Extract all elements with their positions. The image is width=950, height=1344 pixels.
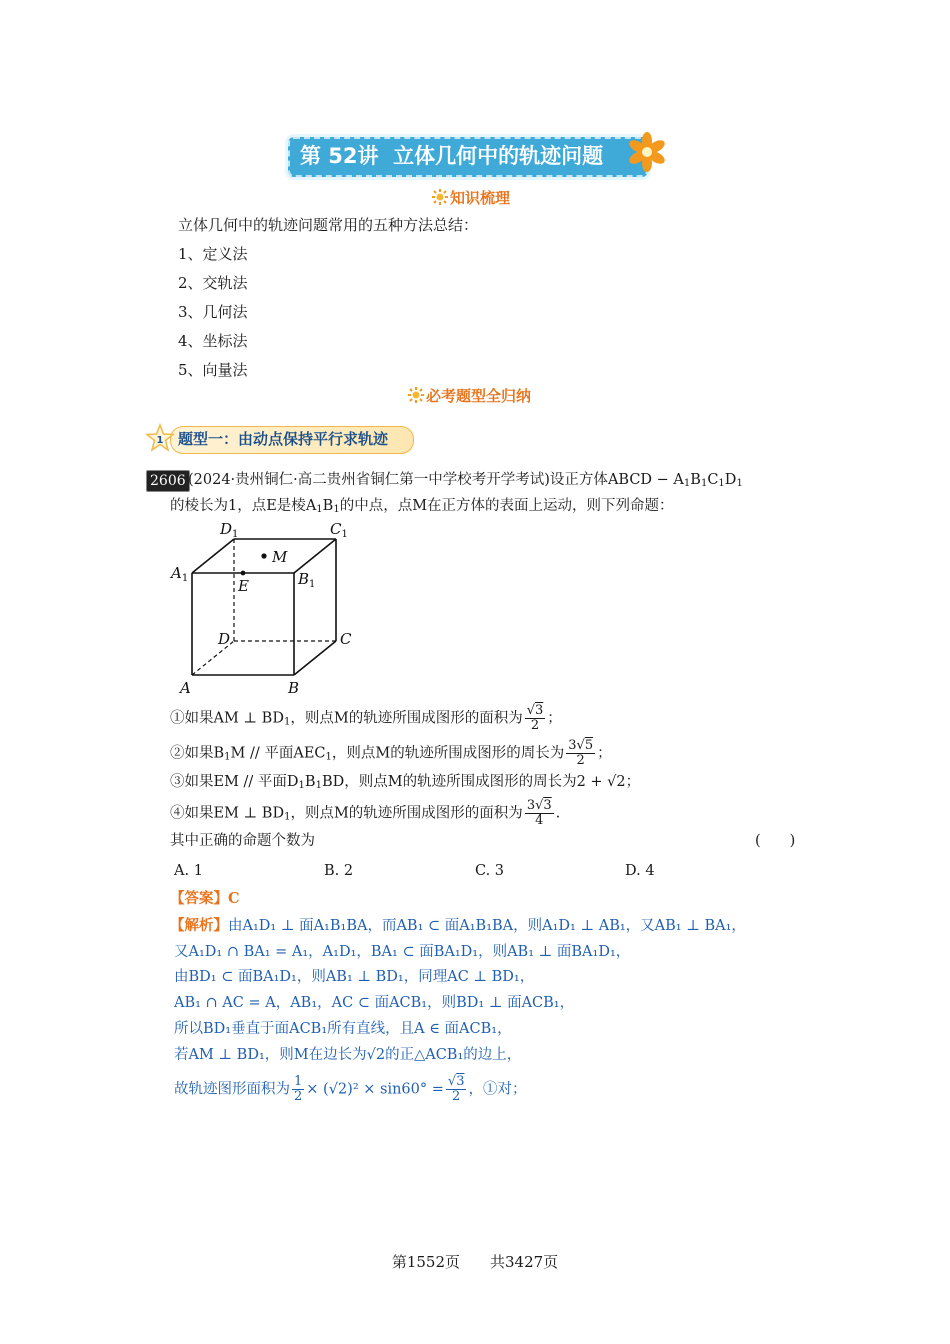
fraction: $\frac{3√3}{4}$: [526, 798, 552, 828]
option-b: B. 2: [324, 863, 354, 879]
option-d: D. 4: [625, 863, 655, 879]
solution-text: × (√2)² × sin60° =: [306, 1081, 444, 1098]
label-c1: $C_1$: [330, 520, 348, 540]
section-knowledge: [432, 188, 510, 208]
prop-part: ，则点M的轨迹所围成图形的面积为: [290, 805, 523, 822]
proposition-2: ②如果$B_1M$ // 平面$AEC_1$，则点M的轨迹所围成图形的周长为 $\frac{3√5}{2}$ ；: [170, 738, 612, 768]
label-a1: $A_1$: [171, 564, 189, 584]
fraction: $\frac{3√5}{2}$: [568, 738, 594, 768]
solution-line-6: 若AM ⊥ BD₁，则M在边长为√2的正△ACB₁的边上，: [174, 1047, 522, 1063]
question-stem: 的棱长为1，点E是棱$A_1B_1$的中点，点M在正方体的表面上运动，则下列命题：: [170, 498, 674, 515]
fraction: $\frac{1}{2}$: [294, 1074, 303, 1104]
page-footer: 第1552页 共3427页: [391, 1253, 559, 1271]
prop-part: ②如果B: [170, 745, 225, 762]
proposition-1: ①如果AM ⊥ $BD_1$，则点M的轨迹所围成图形的面积为 $\frac{√3}{2}$ ；: [170, 703, 562, 733]
prop-part: ①如果AM ⊥ BD: [170, 710, 284, 727]
method-item: 2、交轨法: [178, 274, 248, 292]
label-b: B: [288, 679, 300, 697]
question-source-line: (2024·贵州铜仁·高二贵州省铜仁第一中学校考开学考试)设正方体ABCD − $A_1B_1C_1D_1$: [188, 472, 743, 489]
label-e: E: [238, 577, 249, 595]
type-number: 1: [156, 435, 164, 446]
prop-part: M // 平面AEC: [230, 745, 326, 762]
cube-figure: [168, 518, 368, 698]
prop-part: ④如果EM ⊥ BD: [170, 805, 285, 822]
prop-part: ，则点M的轨迹所围成图形的周长为: [331, 745, 565, 762]
page-title: [300, 141, 630, 171]
prop-part: ，则点M的轨迹所围成图形的周长为: [344, 774, 577, 790]
solution-line-3: 由BD₁ ⊂ 面BA₁D₁，则AB₁ ⊥ BD₁，同理AC ⊥ BD₁，: [174, 969, 535, 985]
lecture-number: 第 52讲: [300, 144, 379, 168]
point-m: [261, 553, 266, 558]
intro-text: 立体几何中的轨迹问题常用的五种方法总结：: [178, 216, 479, 234]
label-b1: $B_1$: [298, 570, 316, 590]
answer-bracket: ( ): [755, 833, 796, 849]
prop-part: ，则点M的轨迹所围成图形的面积为: [290, 710, 523, 727]
solution-label: 【解析】: [170, 917, 228, 934]
label-c: C: [340, 630, 352, 648]
section-must-test: [408, 386, 531, 406]
solution-line-2: 又A₁D₁ ∩ BA₁ = A₁，A₁D₁，BA₁ ⊂ 面BA₁D₁，则AB₁ ⊥ 面BA₁D₁，: [174, 944, 631, 960]
proposition-3: ③如果EM // 平面$D_1B_1BD$，则点M的轨迹所围成图形的周长为2 + √2；: [170, 774, 641, 791]
fraction: $\frac{√3}{2}$: [447, 1074, 465, 1104]
solution-text: 由A₁D₁ ⊥ 面A₁B₁BA，而AB₁ ⊂ 面A₁B₁BA，则A₁D₁ ⊥ AB₁，又AB₁ ⊥ BA₁，: [228, 918, 746, 934]
method-item: 4、坐标法: [178, 332, 248, 350]
answer-label: 【答案】: [170, 890, 228, 907]
method-item: 3、几何法: [178, 303, 248, 321]
answer-value: C: [228, 890, 240, 907]
flower-icon: [626, 131, 668, 173]
stem-part: 的棱长为1，点E是棱: [170, 498, 306, 514]
sun-icon: [408, 387, 424, 403]
type-heading: 题型一：由动点保持平行求轨迹: [178, 430, 389, 448]
prop-part: ③如果EM // 平面D: [170, 774, 299, 790]
solution-line-1: [170, 915, 746, 937]
stem-part: 的中点，点M在正方体的表面上运动，则下列命题：: [339, 498, 674, 514]
lecture-title: 立体几何中的轨迹问题: [393, 144, 604, 168]
option-a: A. 1: [174, 863, 203, 879]
section-must-test-label: 必考题型全归纳: [426, 387, 532, 405]
fraction: $\frac{√3}{2}$: [526, 703, 544, 733]
method-item: 5、向量法: [178, 361, 248, 379]
answer: [170, 888, 240, 910]
question-ask: 其中正确的命题个数为: [170, 833, 315, 849]
method-item: 1、定义法: [178, 245, 248, 263]
solution-line-5: 所以BD₁垂直于面ACB₁所有直线，且A ∈ 面ACB₁，: [174, 1021, 512, 1037]
section-knowledge-label: 知识梳理: [450, 189, 511, 207]
label-d: D: [218, 630, 231, 648]
point-e: [241, 571, 246, 576]
solution-text: ，①对；: [468, 1081, 527, 1098]
question-source: (2024·贵州铜仁·高二贵州省铜仁第一中学校考开学考试)设正方体: [188, 472, 608, 488]
option-c: C. 3: [475, 863, 505, 879]
solution-text: 故轨迹图形面积为: [174, 1081, 290, 1098]
label-a: A: [180, 679, 191, 697]
solution-line-7: [174, 1075, 526, 1104]
label-d1: $D_1$: [220, 520, 239, 540]
star-icon: [145, 423, 175, 453]
question-number: 2606: [146, 470, 190, 492]
solution-line-4: AB₁ ∩ AC = A，AB₁，AC ⊂ 面ACB₁，则BD₁ ⊥ 面ACB₁，: [174, 995, 575, 1011]
proposition-4: ④如果EM ⊥ $BD_1$，则点M的轨迹所围成图形的面积为 $\frac{3√3}{4}$ .: [170, 798, 561, 828]
prop-value: 2 + √2: [576, 774, 626, 790]
sun-icon: [432, 189, 448, 205]
label-m: M: [272, 548, 288, 566]
